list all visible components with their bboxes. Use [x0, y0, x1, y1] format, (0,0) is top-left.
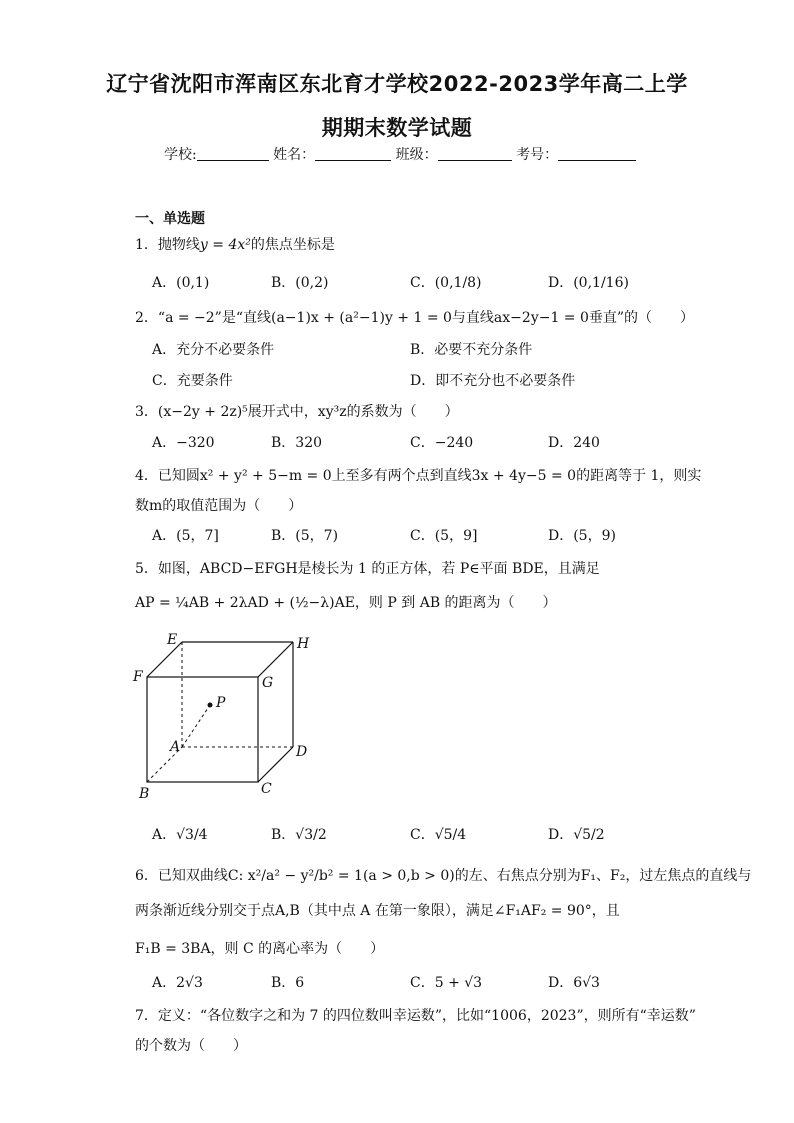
question-6-line-1: 6．已知双曲线C: x²/a² − y²/b² = 1(a > 0,b > 0)的左、右焦点分别为F₁、F₂，过左焦点的直线与 — [135, 868, 752, 884]
q4-option-b: B．(5，7) — [271, 528, 339, 544]
edge-gh — [258, 642, 293, 677]
label-f: F — [133, 669, 143, 685]
school-blank — [197, 146, 269, 161]
q1-text-b: 的焦点坐标是 — [250, 237, 335, 253]
name-label: 姓名： — [273, 147, 316, 163]
q3-option-a: A．−320 — [152, 435, 215, 451]
label-p: P — [216, 695, 226, 711]
label-c: C — [261, 781, 272, 797]
question-4-line-2: 数m的取值范围为（ ） — [135, 498, 303, 514]
question-7-line-1: 7．定义：“各位数字之和为 7 的四位数叫幸运数”，比如“1006，2023”，则所有“幸运数” — [135, 1008, 696, 1024]
q6-option-b: B．6 — [271, 975, 305, 991]
section-heading: 一、单选题 — [135, 211, 205, 227]
q2-option-c: C．充要条件 — [152, 373, 233, 389]
q1-text-a: 抛物线 — [157, 237, 200, 253]
q3-option-b: B．320 — [271, 435, 323, 451]
q2-option-d: D．即不充分也不必要条件 — [410, 373, 576, 389]
q5-option-d: D．√5/2 — [548, 827, 605, 843]
label-e: E — [167, 632, 178, 648]
q1-option-b: B．(0,2) — [271, 275, 329, 291]
point-p — [208, 703, 213, 708]
q1-option-d: D．(0,1/16) — [548, 275, 629, 291]
name-blank — [315, 146, 391, 161]
q5-option-c: C．√5/4 — [410, 827, 467, 843]
question-3: 3．(x−2y + 2z)⁵展开式中，xy³z的系数为（ ） — [135, 404, 459, 420]
q2-option-b: B．必要不充分条件 — [410, 342, 533, 358]
q1-number: 1． — [135, 237, 158, 253]
question-7-line-2: 的个数为（ ） — [135, 1038, 247, 1054]
label-d: D — [296, 744, 308, 760]
q2-option-a: A．充分不必要条件 — [152, 342, 275, 358]
number-blank — [558, 146, 636, 161]
segment-ap — [182, 705, 210, 747]
question-6-line-3: F₁B = 3BA，则 C 的离心率为（ ） — [135, 941, 385, 957]
label-g: G — [262, 675, 274, 691]
q4-option-a: A．(5，7] — [152, 528, 219, 544]
title-line-1: 辽宁省沈阳市浑南区东北育才学校2022-2023学年高二上学 — [106, 72, 688, 96]
q3-option-c: C．−240 — [410, 435, 474, 451]
school-label: 学校: — [164, 147, 197, 163]
q6-option-d: D．6√3 — [548, 975, 600, 991]
title-line-2: 期期末数学试题 — [321, 116, 473, 140]
label-b: B — [139, 786, 150, 802]
question-4-line-1: 4．已知圆x² + y² + 5−m = 0上至多有两个点到直线3x + 4y−5 = 0的距离等于 1，则实 — [135, 468, 702, 484]
q6-option-c: C．5 + √3 — [410, 975, 483, 991]
q6-option-a: A．2√3 — [152, 975, 203, 991]
q1-option-c: C．(0,1/8) — [410, 275, 482, 291]
question-1 — [135, 234, 335, 254]
edge-cd — [258, 747, 293, 782]
class-label: 班级： — [395, 147, 438, 163]
question-6-line-2: 两条渐近线分别交于点A,B（其中点 A 在第一象限），满足∠F₁AF₂ = 90°，且 — [135, 903, 620, 919]
q3-option-d: D．240 — [548, 435, 600, 451]
q1-formula: y = 4x² — [199, 237, 251, 253]
q1-option-a: A．(0,1) — [152, 275, 210, 291]
front-face — [147, 677, 258, 782]
label-h: H — [297, 636, 310, 652]
number-label: 考号： — [516, 147, 559, 163]
question-5-line-2: AP = ¼AB + 2λAD + (½−λ)AE，则 P 到 AB 的距离为（ ） — [135, 595, 557, 611]
cube-figure — [130, 625, 330, 805]
q4-option-c: C．(5，9] — [410, 528, 478, 544]
q4-option-d: D．(5，9) — [548, 528, 616, 544]
student-info-row — [164, 144, 636, 164]
q5-option-a: A．√3/4 — [152, 827, 208, 843]
question-5-line-1: 5．如图，ABCD−EFGH是棱长为 1 的正方体，若 P∈平面 BDE，且满足 — [135, 561, 600, 577]
q5-option-b: B．√3/2 — [271, 827, 327, 843]
question-2: 2．“a = −2”是“直线(a−1)x + (a²−1)y + 1 = 0与直线ax−2y−1 = 0垂直”的（ ） — [135, 310, 695, 326]
label-a: A — [170, 739, 181, 755]
class-blank — [438, 146, 512, 161]
